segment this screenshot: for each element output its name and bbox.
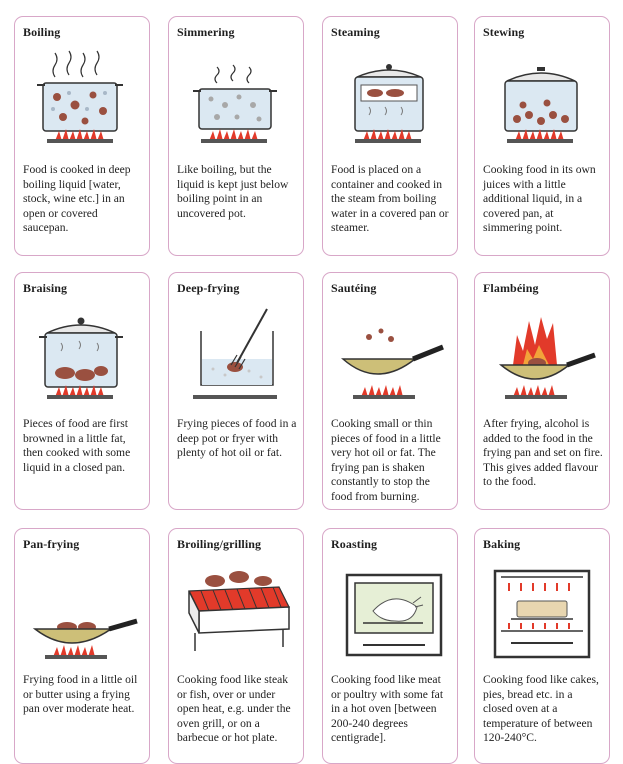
method-description: Cooking food in its own juices with a little additional liquid, in a covered pan, at simmering point. xyxy=(483,163,596,235)
method-description: Cooking food like cakes, pies, bread etc. in a closed oven at a temperature of between 120-240°C. xyxy=(483,673,599,745)
method-title: Sautéing xyxy=(331,281,377,295)
method-title: Stewing xyxy=(483,25,525,39)
stew-pot-icon xyxy=(485,45,599,147)
method-card-stewing xyxy=(474,16,610,256)
method-title: Boiling xyxy=(23,25,61,39)
method-description: Pieces of food are first browned in a little fat, then cooked with some liquid in a closed pan. xyxy=(23,417,131,474)
method-card-sauteing xyxy=(322,272,458,510)
method-title: Baking xyxy=(483,537,521,551)
method-description: After frying, alcohol is added to the food in the frying pan and set on fire. This gives added flavour to the food. xyxy=(483,417,603,489)
method-title: Simmering xyxy=(177,25,235,39)
boiling-saucepan-icon xyxy=(25,45,139,147)
steamer-icon xyxy=(333,45,447,147)
deep-fryer-fork-icon xyxy=(179,301,293,403)
simmering-pot-icon xyxy=(179,45,293,147)
method-title: Flambéing xyxy=(483,281,539,295)
method-card-broiling-grilling xyxy=(168,528,304,764)
flaming-pan-icon xyxy=(485,301,599,403)
method-description: Cooking food like steak or fish, over or under open heat, e.g. under the oven grill, or on a barbecue or hot plate. xyxy=(177,673,291,745)
braising-pot-icon xyxy=(25,301,139,403)
roasting-oven-icon xyxy=(333,557,447,659)
baking-oven-icon xyxy=(485,557,599,659)
method-card-boiling xyxy=(14,16,150,256)
method-description: Like boiling, but the liquid is kept just below boiling point in an uncovered pot. xyxy=(177,163,289,220)
method-card-pan-frying xyxy=(14,528,150,764)
method-card-deep-frying xyxy=(168,272,304,510)
method-description: Frying food in a little oil or butter using a frying pan over moderate heat. xyxy=(23,673,138,716)
method-description: Cooking food like meat or poultry with some fat in a hot oven [between 200-240 degrees centigrade]. xyxy=(331,673,444,745)
method-description: Food is cooked in deep boiling liquid [water, stock, wine etc.] in an open or covered saucepan. xyxy=(23,163,131,235)
method-title: Roasting xyxy=(331,537,378,551)
method-card-baking xyxy=(474,528,610,764)
method-description: Frying pieces of food in a deep pot or fryer with plenty of hot oil or fat. xyxy=(177,417,297,460)
method-card-steaming xyxy=(322,16,458,256)
method-card-simmering xyxy=(168,16,304,256)
method-description: Cooking small or thin pieces of food in a little very hot oil or fat. The frying pan is shaken constantly to stop the food from burning. xyxy=(331,417,441,503)
method-title: Pan-frying xyxy=(23,537,80,551)
method-card-braising xyxy=(14,272,150,510)
saute-pan-icon xyxy=(333,301,447,403)
method-card-flambeing xyxy=(474,272,610,510)
method-title: Steaming xyxy=(331,25,380,39)
frying-pan-icon xyxy=(25,557,139,659)
grill-icon xyxy=(179,557,293,659)
method-title: Deep-frying xyxy=(177,281,240,295)
method-title: Braising xyxy=(23,281,68,295)
method-card-roasting xyxy=(322,528,458,764)
method-title: Broiling/grilling xyxy=(177,537,262,551)
method-description: Food is placed on a container and cooked in the steam from boiling water in a covered pan or steamer. xyxy=(331,163,449,235)
